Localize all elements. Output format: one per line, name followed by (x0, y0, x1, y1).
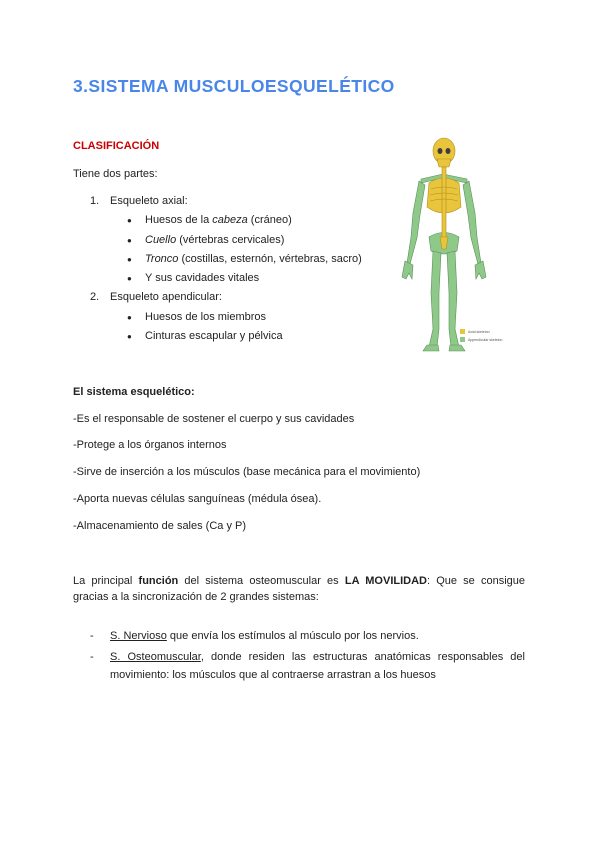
bullet-item: ● Cinturas escapular y pélvica (145, 330, 283, 343)
skeletal-item: -Almacenamiento de sales (Ca y P) (73, 520, 247, 532)
list-item-appendicular (90, 291, 222, 304)
page-title: 3.SISTEMA MUSCULOESQUELÉTICO (73, 76, 395, 96)
list-item-label: Esqueleto apendicular: (110, 291, 222, 303)
list-item-axial (90, 195, 188, 208)
section-heading-classification: CLASIFICACIÓN (73, 140, 160, 152)
bullet-item: ● Tronco (costillas, esternón, vértebras, sacro) (145, 253, 362, 266)
list-item-label: Esqueleto axial: (110, 195, 188, 207)
system-item-nervioso: - S. Nervioso que envía los estímulos al músculo por los nervios. (110, 627, 525, 645)
skeletal-item: -Protege a los órganos internos (73, 439, 227, 451)
skeletal-item: -Aporta nuevas células sanguíneas (médula ósea). (73, 493, 322, 505)
skeletal-item: -Es el responsable de sostener el cuerpo y sus cavidades (73, 413, 355, 425)
skeletal-item: -Sirve de inserción a los músculos (base mecánica para el movimiento) (73, 466, 421, 478)
classification-intro: Tiene dos partes: (73, 168, 158, 180)
bullet-item: ● Huesos de la cabeza (cráneo) (145, 214, 292, 227)
section-heading-skeletal: El sistema esquelético: (73, 386, 195, 398)
function-paragraph: La principal función del sistema osteomuscular es LA MOVILIDAD: Que se consigue gracias a la sincronización de 2 grandes sistemas: (73, 575, 526, 603)
legend-label-appendicular: Appendicular skeleton (468, 338, 503, 342)
skeleton-illustration (393, 133, 515, 357)
bullet-item: ● Y sus cavidades vitales (145, 272, 259, 285)
legend-swatch-appendicular (460, 337, 465, 342)
legend-swatch-axial (460, 329, 465, 334)
list-number: 2. (90, 291, 100, 303)
bullet-item: ● Huesos de los miembros (145, 311, 266, 324)
bullet-item: ● Cuello (vértebras cervicales) (145, 234, 284, 247)
list-number: 1. (90, 195, 100, 207)
legend-label-axial: Axial skeleton (468, 330, 490, 334)
system-item-osteomuscular: - S. Osteomuscular, donde residen las estructuras anatómicas responsables del movimiento: los músculos que al contraerse arrastran a los huesos (110, 648, 525, 684)
